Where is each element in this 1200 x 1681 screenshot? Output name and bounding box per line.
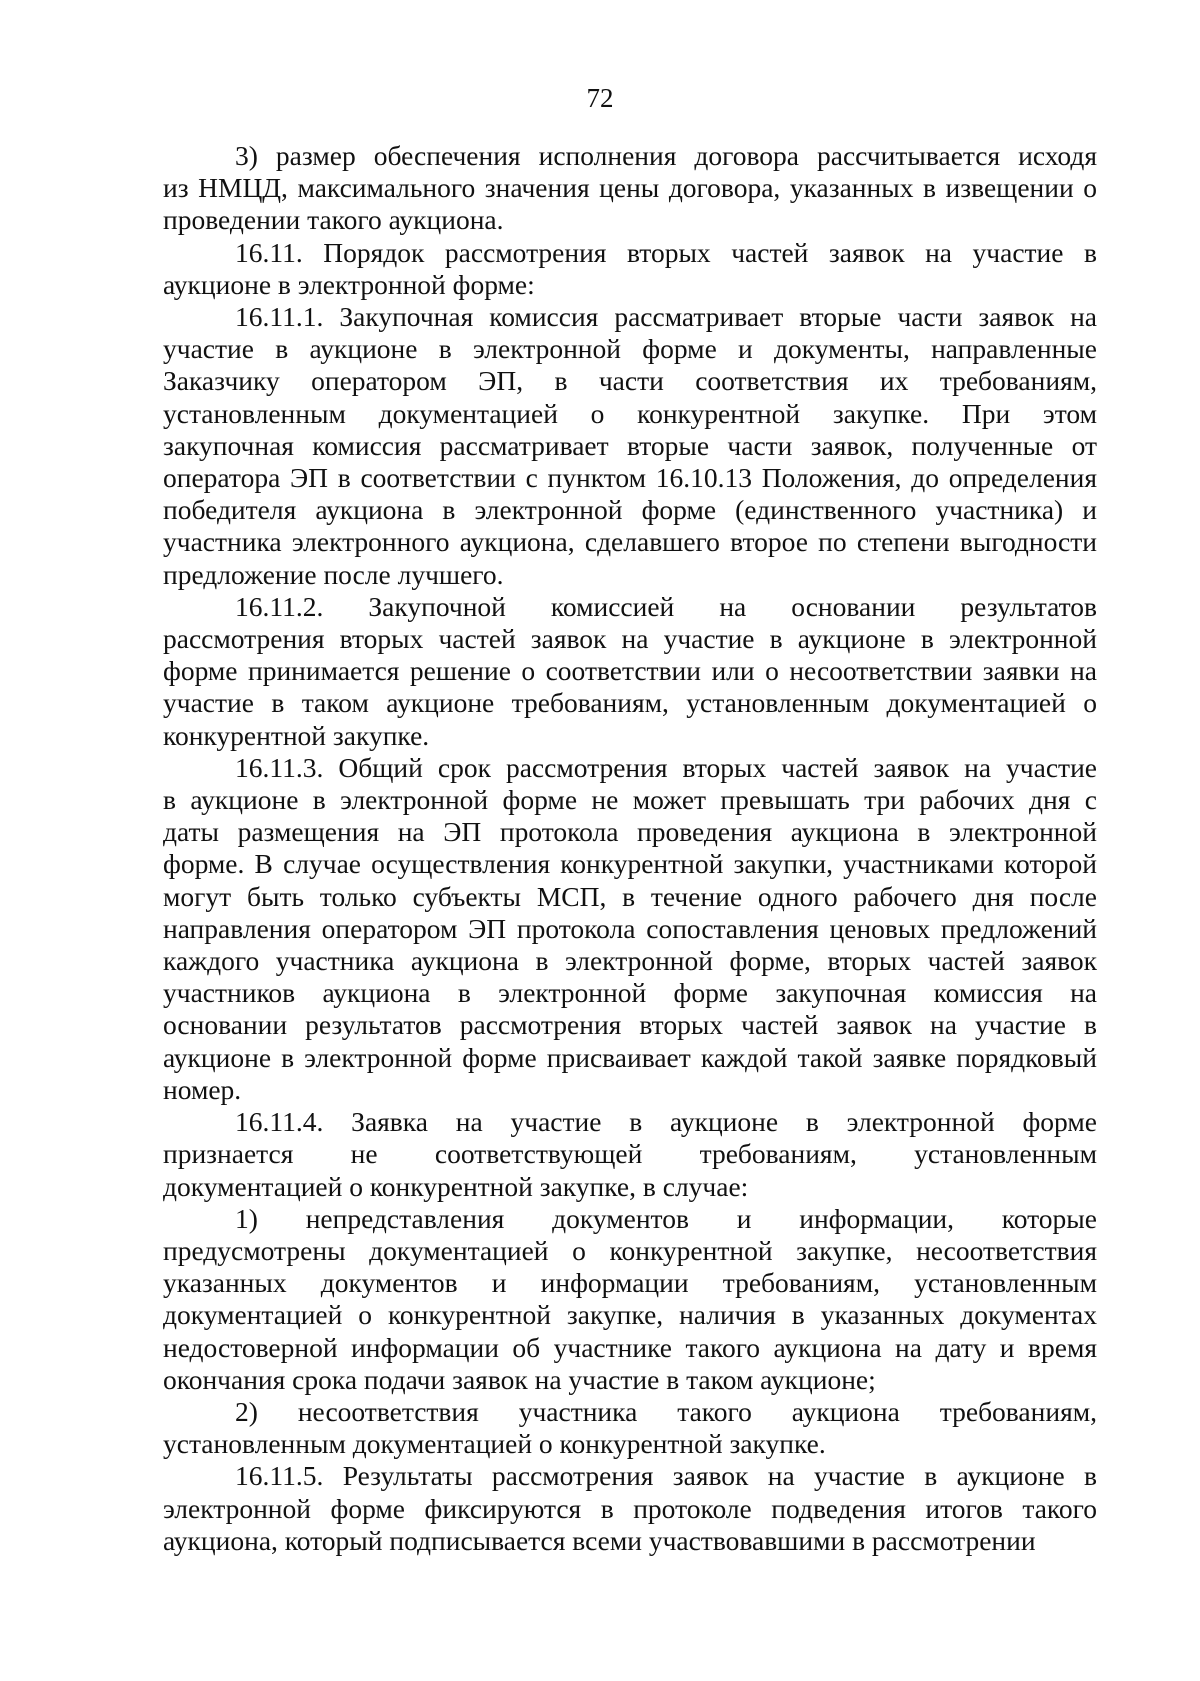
paragraph-line: 16.11.3. Общий срок рассмотрения вторых частей заявок на участие (235, 751, 1097, 783)
paragraph-line: аукционе в электронной форме: (163, 268, 535, 300)
paragraph-line: направления оператором ЭП протокола сопоставления ценовых предложений (163, 912, 1097, 944)
paragraph-line: окончания срока подачи заявок на участие в таком аукционе; (163, 1363, 876, 1395)
paragraph-line: рассмотрения вторых частей заявок на участие в аукционе в электронной (163, 623, 1097, 655)
paragraph-line: 3) размер обеспечения исполнения договора рассчитывается исходя (235, 140, 1097, 171)
paragraph (163, 1396, 1097, 1460)
paragraph-line: форме принимается решение о соответствии или о несоответствии заявки на (163, 655, 1097, 687)
paragraph-line: основании результатов рассмотрения вторых частей заявок на участие в (163, 1009, 1097, 1041)
paragraph (163, 1460, 1097, 1557)
paragraph-line: Заказчику оператором ЭП, в части соответствия их требованиям, (163, 365, 1097, 397)
paragraph-line: закупочная комиссия рассматривает вторые части заявок, полученные от (163, 429, 1097, 461)
paragraph-line: признается не соответствующей требованиям, установленным (163, 1138, 1097, 1170)
paragraph-line: 2) несоответствия участника такого аукциона требованиям, (235, 1395, 1097, 1427)
paragraph-line: проведении такого аукциона. (163, 204, 504, 236)
paragraph (163, 1203, 1097, 1396)
paragraph-line: в аукционе в электронной форме не может превышать три рабочих дня с (163, 784, 1097, 816)
paragraph (163, 591, 1097, 752)
paragraph-line: из НМЦД, максимального значения цены договора, указанных в извещении о (163, 172, 1097, 204)
paragraph-line: участие в аукционе в электронной форме и документы, направленные (163, 333, 1097, 365)
page-number: 72 (586, 83, 614, 113)
paragraph-line: 1) непредставления документов и информации, которые (235, 1202, 1097, 1234)
paragraph-line: участников аукциона в электронной форме закупочная комиссия на (163, 977, 1097, 1009)
paragraph-line: установленным документацией о конкурентной закупке. (163, 1428, 826, 1460)
paragraph-line: оператора ЭП в соответствии с пунктом 16.10.13 Положения, до определения (163, 462, 1097, 494)
paragraph-line: участие в таком аукционе требованиям, установленным документацией о (163, 687, 1097, 719)
paragraph-line: предложение после лучшего. (163, 558, 504, 590)
paragraph-line: победителя аукциона в электронной форме (единственного участника) и (163, 494, 1097, 526)
paragraph-line: аукциона, который подписывается всеми участвовавшими в рассмотрении (163, 1524, 1036, 1556)
paragraph-line: 16.11. Порядок рассмотрения вторых частей заявок на участие в (235, 236, 1097, 268)
paragraph (163, 140, 1097, 237)
paragraph-line: 16.11.5. Результаты рассмотрения заявок на участие в аукционе в (235, 1460, 1097, 1492)
paragraph (163, 1106, 1097, 1203)
paragraph-line: 16.11.2. Закупочной комиссией на основании результатов (235, 590, 1097, 622)
paragraph-line: участника электронного аукциона, сделавшего второе по степени выгодности (163, 526, 1097, 558)
paragraph (163, 237, 1097, 301)
paragraph-line: каждого участника аукциона в электронной форме, вторых частей заявок (163, 945, 1097, 977)
paragraph (163, 301, 1097, 591)
paragraph (163, 752, 1097, 1106)
paragraph-line: 16.11.4. Заявка на участие в аукционе в электронной форме (235, 1106, 1097, 1138)
paragraph-line: даты размещения на ЭП протокола проведения аукциона в электронной (163, 816, 1097, 848)
paragraph-line: установленным документацией о конкурентной закупке. При этом (163, 397, 1097, 429)
paragraph-line: аукционе в электронной форме присваивает каждой такой заявке порядковый (163, 1041, 1097, 1073)
paragraph-line: 16.11.1. Закупочная комиссия рассматривает вторые части заявок на (235, 301, 1097, 333)
paragraph-line: номер. (163, 1073, 242, 1105)
paragraph-line: форме. В случае осуществления конкурентной закупки, участниками которой (163, 848, 1097, 880)
paragraph-line: недостоверной информации об участнике такого аукциона на дату и время (163, 1331, 1097, 1363)
paragraph-line: конкурентной закупке. (163, 719, 430, 751)
paragraph-line: предусмотрены документацией о конкурентной закупке, несоответствия (163, 1234, 1097, 1266)
paragraph-line: электронной форме фиксируются в протоколе подведения итогов такого (163, 1492, 1097, 1524)
paragraph-line: могут быть только субъекты МСП, в течение одного рабочего дня после (163, 880, 1097, 912)
paragraph-line: документацией о конкурентной закупке, в случае: (163, 1170, 749, 1202)
paragraph-line: указанных документов и информации требованиям, установленным (163, 1267, 1097, 1299)
document-body (163, 140, 1097, 1557)
paragraph-line: документацией о конкурентной закупке, наличия в указанных документах (163, 1299, 1097, 1331)
